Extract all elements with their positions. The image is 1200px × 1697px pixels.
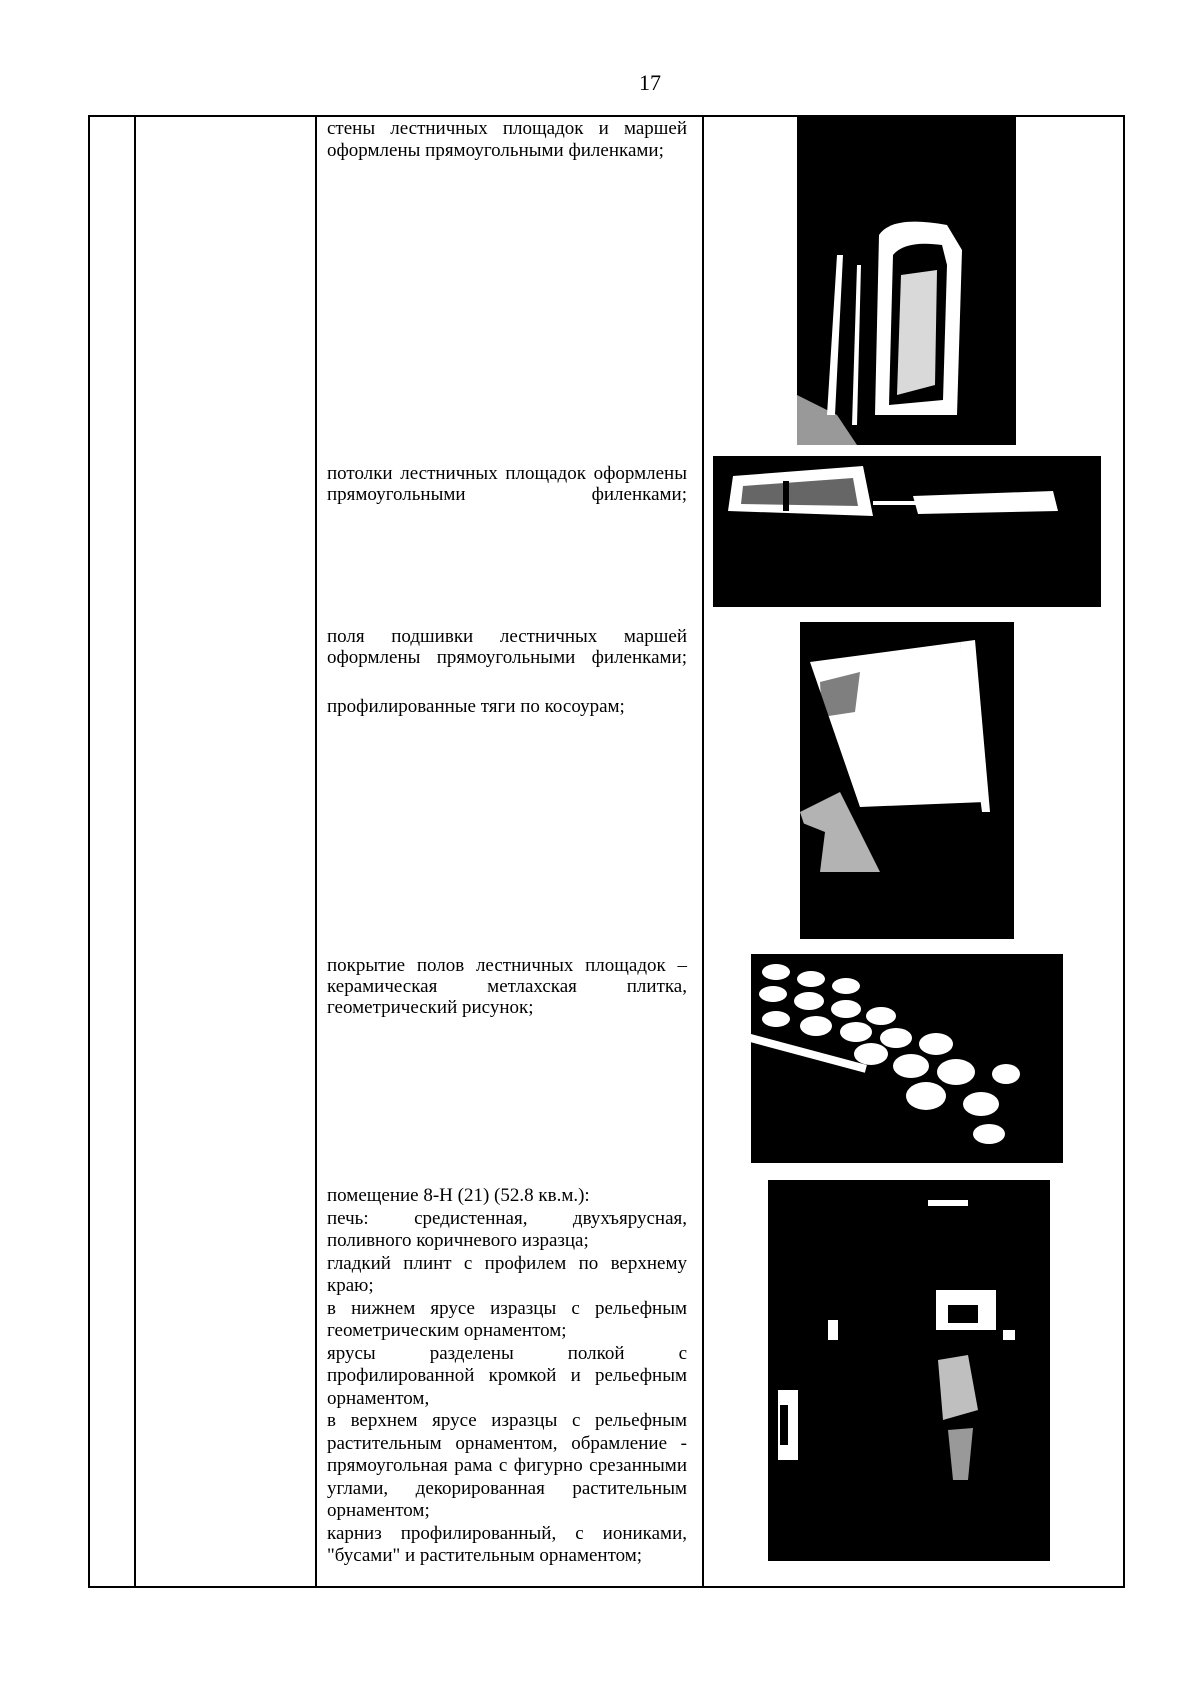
row-1-line-1: стены лестничных площадок и маршей оформлены прямоугольными филенками;	[327, 118, 687, 161]
column-divider-1	[134, 117, 136, 1586]
stair-soffit-photo-icon	[800, 622, 1014, 939]
row-3-description-a	[327, 626, 687, 668]
ceiling-panel-photo-icon	[713, 456, 1101, 607]
row-4-line-1: покрытие полов лестничных площадок – керамическая метлахская плитка, геометрический рисунок;	[327, 955, 687, 1018]
stove-photo-icon	[768, 1180, 1050, 1561]
row-5-line-3: гладкий плинт с профилем по верхнему краю;	[327, 1252, 687, 1296]
row-5-line-7: карниз профилированный, с иониками, "бусами" и растительным орнаментом;	[327, 1522, 687, 1566]
row-2-description	[327, 463, 687, 505]
row-3-line-2: профилированные тяги по косоурам;	[327, 696, 625, 717]
row-5-line-1: помещение 8-Н (21) (52.8 кв.м.):	[327, 1185, 590, 1206]
column-divider-3	[702, 117, 704, 1586]
tile-floor-photo-icon	[751, 954, 1063, 1163]
row-5-line-5: ярусы разделены полкой с профилированной кромкой и рельефным орнаментом,	[327, 1342, 687, 1409]
page-number: 17	[639, 70, 661, 95]
row-1-description	[327, 118, 687, 162]
row-2-line-1: потолки лестничных площадок оформлены прямоугольными филенками;	[327, 463, 687, 505]
row-5-line-4: в нижнем ярусе изразцы с рельефным геометрическим орнаментом;	[327, 1297, 687, 1341]
row-4-description	[327, 955, 687, 1018]
row-3-description-b	[327, 696, 687, 718]
row-3-line-1: поля подшивки лестничных маршей оформлены прямоугольными филенками;	[327, 626, 687, 668]
row-5-line-6: в верхнем ярусе изразцы с рельефным растительным орнаментом, обрамление - прямоугольная рама с фигурно срезанными углами, декорированная растительным орнаментом;	[327, 1410, 687, 1521]
wall-panel-photo-icon	[797, 115, 1016, 445]
row-5-description	[327, 1185, 687, 1568]
row-5-line-2: печь: средистенная, двухъярусная, поливного коричневого изразца;	[327, 1207, 687, 1251]
column-divider-2	[315, 117, 317, 1586]
